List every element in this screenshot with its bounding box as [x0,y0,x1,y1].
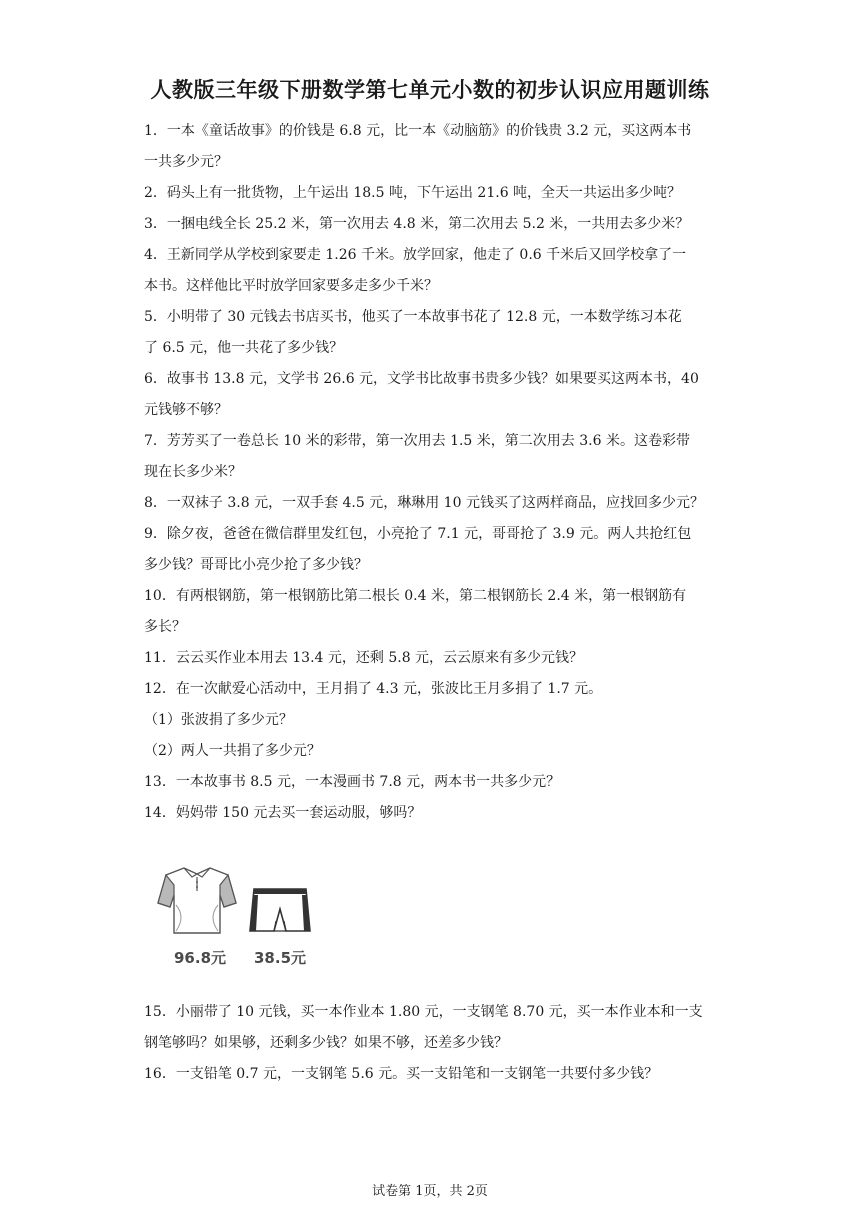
page-footer: 试卷第 1页，共 2页 [372,1184,488,1199]
shirt-image [156,865,238,939]
question-line: 元钱够不够？ [144,402,228,418]
question-line: 16．一支铅笔 0.7 元，一支钢笔 5.6 元。买一支铅笔和一支钢笔一共要付多少钱？ [144,1066,659,1082]
question-line: 7．芳芳买了一卷总长 10 米的彩带，第一次用去 1.5 米，第二次用去 3.6 米。这卷彩带 [144,433,690,449]
question-line: 5．小明带了 30 元钱去书店买书，他买了一本故事书花了 12.8 元，一本数学练习本花 [144,309,682,325]
shorts-image [248,885,312,939]
question-line: 12．在一次献爱心活动中，王月捐了 4.3 元，张波比王月多捐了 1.7 元。 [144,681,603,697]
question-line: 6．故事书 13.8 元，文学书 26.6 元，文学书比故事书贵多少钱？如果要买这两本书，40 [144,371,699,387]
clothing-figure [144,829,724,997]
page-title: 人教版三年级下册数学第七单元小数的初步认识应用题训练 [150,78,710,102]
question-line: 本书。这样他比平时放学回家要多走多少千米？ [144,278,438,294]
question-line: 10．有两根钢筋，第一根钢筋比第二根长 0.4 米，第二根钢筋长 2.4 米，第一根钢筋有 [144,588,687,604]
question-line: 4．王新同学从学校到家要走 1.26 千米。放学回家，他走了 0.6 千米后又回学校拿了一 [144,247,687,263]
shirt-price: 96.8元 [174,949,227,967]
question-line: 15．小丽带了 10 元钱，买一本作业本 1.80 元，一支钢笔 8.70 元，买一本作业本和一支 [144,1004,703,1020]
shorts-price: 38.5元 [254,949,307,967]
question-line: 9．除夕夜，爸爸在微信群里发红包，小亮抢了 7.1 元，哥哥抢了 3.9 元。两人共抢红包 [144,526,692,542]
question-line: 钢笔够吗？如果够，还剩多少钱？如果不够，还差多少钱？ [144,1035,508,1051]
question-line: 8．一双袜子 3.8 元，一双手套 4.5 元，琳琳用 10 元钱买了这两样商品，应找回多少元？ [144,495,704,511]
question-line: （1）张波捐了多少元？ [144,712,293,728]
question-line: 一共多少元？ [144,154,228,170]
question-line: （2）两人一共捐了多少元？ [144,743,321,759]
question-line: 多长？ [144,619,186,635]
question-line: 13．一本故事书 8.5 元，一本漫画书 7.8 元，两本书一共多少元？ [144,774,561,790]
question-line: 14．妈妈带 150 元去买一套运动服，够吗？ [144,805,422,821]
question-line: 多少钱？哥哥比小亮少抢了多少钱？ [144,557,368,573]
question-line: 现在长多少米？ [144,464,242,480]
question-list [144,116,724,1090]
question-line: 1．一本《童话故事》的价钱是 6.8 元，比一本《动脑筋》的价钱贵 3.2 元，买这两本书 [144,123,692,139]
question-line: 2．码头上有一批货物，上午运出 18.5 吨，下午运出 21.6 吨，全天一共运出多少吨？ [144,185,682,201]
question-line: 11．云云买作业本用去 13.4 元，还剩 5.8 元，云云原来有多少元钱？ [144,650,584,666]
question-line: 了 6.5 元，他一共花了多少钱？ [144,340,344,356]
question-line: 3．一捆电线全长 25.2 米，第一次用去 4.8 米，第二次用去 5.2 米，一共用去多少米？ [144,216,690,232]
